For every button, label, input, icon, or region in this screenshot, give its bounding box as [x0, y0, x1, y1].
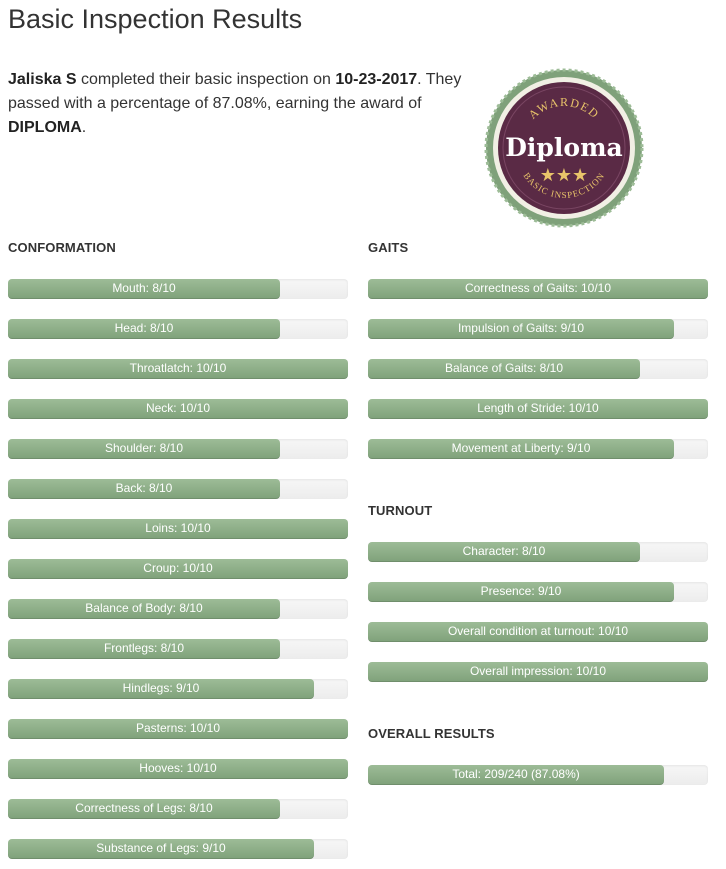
summary-text-3: . [81, 119, 87, 136]
section-title-turnout: TURNOUT [368, 503, 433, 518]
score-bar [8, 599, 348, 619]
score-bar-label: Frontlegs: 8/10 [103, 641, 185, 655]
score-bar [8, 399, 348, 419]
score-bar-fill [368, 439, 674, 459]
score-bar-label: Croup: 10/10 [143, 561, 213, 575]
score-bar-fill [8, 759, 348, 779]
score-bar [8, 359, 348, 379]
score-bar-fill [8, 559, 348, 579]
score-bar-fill [8, 839, 314, 859]
score-bar [368, 399, 708, 419]
score-bar-fill [8, 399, 348, 419]
score-bar-fill [368, 279, 708, 299]
score-bar-fill [368, 319, 674, 339]
score-bar-label: Loins: 10/10 [145, 521, 211, 535]
score-bar [8, 679, 348, 699]
award-name: DIPLOMA [8, 119, 82, 136]
score-bar-fill [368, 662, 708, 682]
score-bar-fill [8, 599, 280, 619]
score-bar-fill [8, 799, 280, 819]
score-bar [368, 542, 708, 562]
score-bar-label: Substance of Legs: 9/10 [96, 841, 226, 855]
score-bar-label: Overall impression: 10/10 [469, 664, 607, 678]
badge-bottom-text: BASIC INSPECTION [521, 170, 607, 201]
score-bar-fill [8, 519, 348, 539]
score-bar [368, 662, 708, 682]
section-title-gaits: GAITS [368, 240, 409, 255]
score-bar [8, 519, 348, 539]
score-bar-fill [8, 319, 280, 339]
score-bar-fill [8, 639, 280, 659]
score-bar-label: Back: 8/10 [115, 481, 173, 495]
score-bar-label: Mouth: 8/10 [112, 281, 176, 295]
score-bar-label: Correctness of Gaits: 10/10 [464, 281, 612, 295]
score-bar-label: Hooves: 10/10 [139, 761, 217, 775]
page-title: Basic Inspection Results [8, 4, 303, 34]
section-title-overall: OVERALL RESULTS [368, 726, 495, 741]
score-bar [368, 439, 708, 459]
diploma-badge-icon [484, 68, 644, 228]
score-bar-fill [368, 765, 664, 785]
score-bar-fill [8, 679, 314, 699]
score-bar-label: Presence: 9/10 [480, 584, 562, 598]
score-bar [368, 359, 708, 379]
badge-top-text: AWARDED [525, 94, 603, 122]
score-bar-label: Movement at Liberty: 9/10 [451, 441, 591, 455]
score-bar [8, 439, 348, 459]
score-bar [8, 319, 348, 339]
inspection-date: 10-23-2017 [335, 71, 418, 88]
section-title-conformation: CONFORMATION [8, 240, 116, 255]
score-bar-fill [8, 439, 280, 459]
score-bar-label: Balance of Gaits: 8/10 [444, 361, 564, 375]
badge-main-text: Diploma [505, 133, 623, 162]
score-bar-label: Pasterns: 10/10 [135, 721, 221, 735]
score-bar [8, 639, 348, 659]
score-bar-label: Balance of Body: 8/10 [85, 601, 203, 615]
score-bar-label: Impulsion of Gaits: 9/10 [457, 321, 585, 335]
score-bar-fill [368, 359, 640, 379]
score-bar-fill [8, 279, 280, 299]
score-bar-fill [8, 479, 280, 499]
score-bar-label: Overall condition at turnout: 10/10 [447, 624, 629, 638]
horse-name: Jaliska S [8, 71, 77, 88]
score-bar [8, 559, 348, 579]
score-bar-fill [8, 719, 348, 739]
score-bar-label: Total: 209/240 (87.08%) [452, 767, 580, 781]
score-bar [368, 765, 708, 785]
score-bar [8, 799, 348, 819]
score-bar [368, 582, 708, 602]
summary-text-2: . They passed with a percentage of 87.08%, earning the award of [8, 71, 462, 112]
score-bar-label: Neck: 10/10 [145, 401, 211, 415]
score-bar [8, 719, 348, 739]
score-bar [368, 279, 708, 299]
score-bar-fill [368, 582, 674, 602]
score-bar-label: Correctness of Legs: 8/10 [75, 801, 213, 815]
score-bar-fill [368, 542, 640, 562]
score-bar-label: Character: 8/10 [462, 544, 546, 558]
score-bar-fill [368, 622, 708, 642]
summary-text-1: completed their basic inspection on [76, 71, 336, 88]
score-bar-label: Throatlatch: 10/10 [129, 361, 227, 375]
score-bar-label: Head: 8/10 [114, 321, 174, 335]
score-bar-fill [8, 359, 348, 379]
score-bar [8, 479, 348, 499]
score-bar-label: Shoulder: 8/10 [104, 441, 184, 455]
score-bar [8, 279, 348, 299]
badge-stars-icon: ★★★ [539, 165, 589, 186]
score-bar [8, 759, 348, 779]
score-bar-label: Length of Stride: 10/10 [477, 401, 599, 415]
score-bar-label: Hindlegs: 9/10 [122, 681, 200, 695]
score-bar [368, 319, 708, 339]
score-bar [8, 839, 348, 859]
score-bar-fill [368, 399, 708, 419]
inspection-summary [8, 68, 468, 140]
score-bar [368, 622, 708, 642]
